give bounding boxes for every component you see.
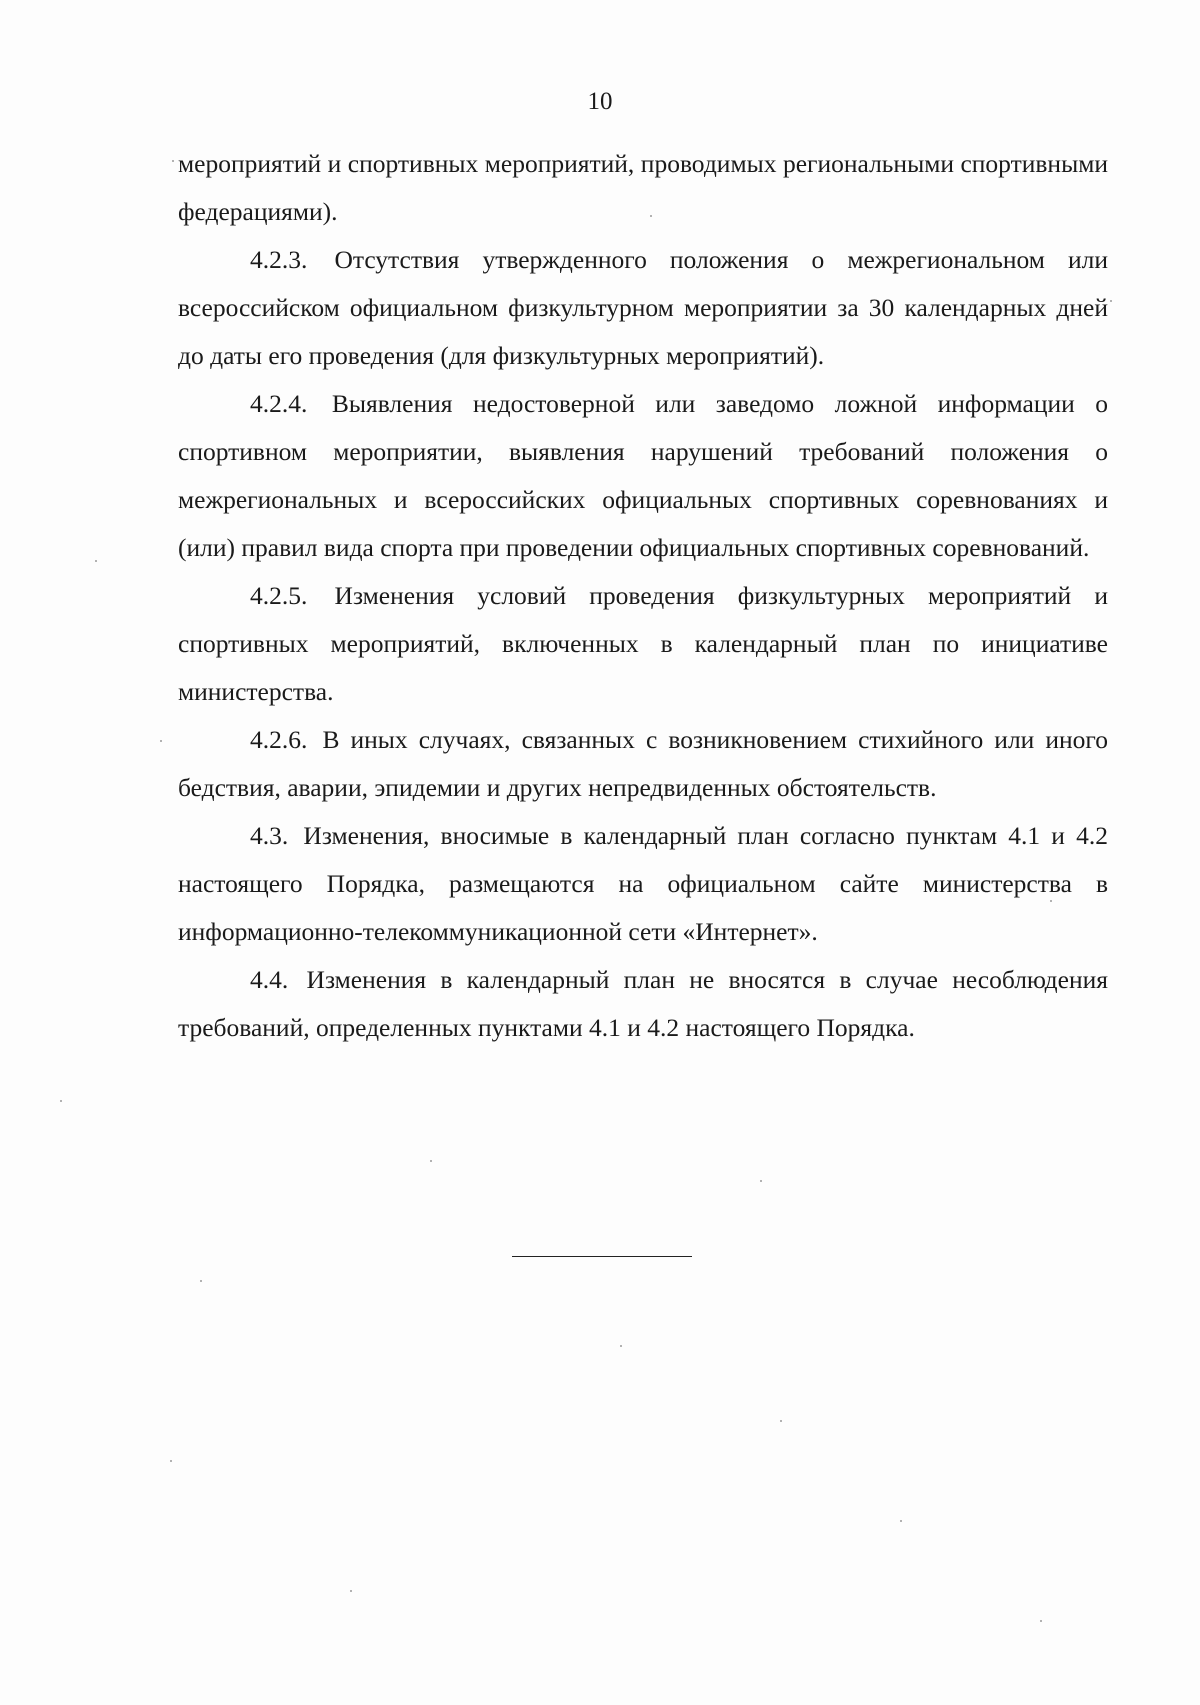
paragraph-4-2-5 (178, 572, 1108, 716)
paragraph-text: Отсутствия утвержденного положения о межрегиональном или всероссийском официальном физкультурном мероприятии за 30 календарных дней до даты его проведения (для физкультурных мероприятий). (178, 245, 1108, 370)
paragraph-continuation (178, 140, 1108, 236)
paragraph-4-2-6 (178, 716, 1108, 812)
paragraph-4-3 (178, 812, 1108, 956)
paragraph-4-4 (178, 956, 1108, 1052)
paragraph-text: мероприятий и спортивных мероприятий, проводимых региональными спортивными федерациями). (178, 149, 1108, 226)
paragraph-text: Изменения, вносимые в календарный план согласно пунктам 4.1 и 4.2 настоящего Порядка, размещаются на официальном сайте министерства в информационно-телекоммуникационной сети «Интернет». (178, 821, 1108, 946)
paragraph-text: Изменения условий проведения физкультурных мероприятий и спортивных мероприятий, включенных в календарный план по инициативе министерства. (178, 581, 1108, 706)
paragraph-number: 4.2.5. (250, 581, 308, 610)
paragraph-text: В иных случаях, связанных с возникновением стихийного или иного бедствия, аварии, эпидемии и других непредвиденных обстоятельств. (178, 725, 1109, 802)
paragraph-text: Выявления недостоверной или заведомо ложной информации о спортивном мероприятии, выявления нарушений требований положения о межрегиональных и всероссийских официальных спортивных соревнованиях и (или) правил вида спорта при проведении официальных спортивных соревнований. (178, 389, 1108, 562)
paragraph-4-2-4 (178, 380, 1108, 572)
document-body (178, 140, 1108, 1052)
paragraph-number: 4.2.6. (250, 725, 308, 754)
paragraph-number: 4.3. (250, 821, 289, 850)
paragraph-text: Изменения в календарный план не вносятся в случае несоблюдения требований, определенных пунктами 4.1 и 4.2 настоящего Порядка. (178, 965, 1108, 1042)
paragraph-number: 4.2.4. (250, 389, 308, 418)
paragraph-4-2-3 (178, 236, 1108, 380)
paragraph-number: 4.2.3. (250, 245, 308, 274)
paragraph-number: 4.4. (250, 965, 289, 994)
end-rule (512, 1256, 692, 1257)
page-number: 10 (587, 88, 613, 115)
